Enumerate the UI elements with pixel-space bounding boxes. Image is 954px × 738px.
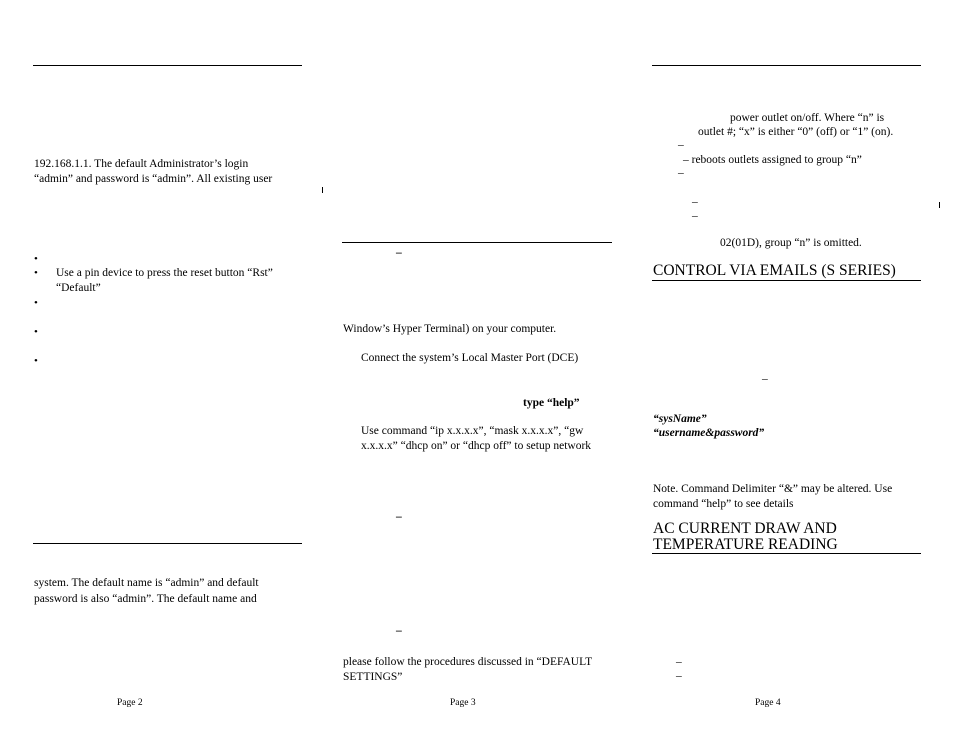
email-control-heading: CONTROL VIA EMAILS (S SERIES) bbox=[653, 262, 896, 279]
page2-text-line: system. The default name is “admin” and default bbox=[34, 577, 259, 589]
page2-text-line: “admin” and password is “admin”. All existing user bbox=[34, 173, 273, 185]
dash-mark: – bbox=[762, 373, 768, 385]
page4-section-rule bbox=[652, 553, 921, 554]
page3-type-help: type “help” bbox=[523, 397, 580, 409]
page4-top-rule bbox=[652, 65, 921, 66]
userpass-label: “username&password” bbox=[653, 427, 765, 439]
page2-top-rule bbox=[33, 65, 302, 66]
page4-text-line: outlet #; “x” is either “0” (off) or “1” (on). bbox=[698, 126, 894, 138]
page3-text-line: please follow the procedures discussed in “DEFAULT bbox=[343, 656, 593, 668]
reset-instruction: Use a pin device to press the reset button “Rst” bbox=[56, 267, 273, 279]
page4-text-line: – reboots outlets assigned to group “n” bbox=[683, 154, 862, 166]
page4-text-line: 02(01D), group “n” is omitted. bbox=[720, 237, 862, 249]
reset-instruction-cont: “Default” bbox=[56, 282, 101, 294]
page4-section-rule bbox=[652, 280, 921, 281]
page4-note-line: Note. Command Delimiter “&” may be altered. Use bbox=[653, 483, 893, 495]
page2-section-rule bbox=[33, 543, 302, 544]
bullet-icon: • bbox=[34, 297, 38, 309]
page4-note-line: command “help” to see details bbox=[653, 498, 794, 510]
page3-footer: Page 3 bbox=[450, 698, 476, 708]
page3-text-line: SETTINGS” bbox=[343, 671, 403, 683]
page-edge-tick bbox=[939, 202, 940, 208]
page3-section-rule bbox=[342, 242, 612, 243]
page3-step-text: Use command “ip x.x.x.x”, “mask x.x.x.x”, “gw bbox=[361, 425, 584, 437]
dash-mark: – bbox=[692, 196, 698, 208]
dash-mark: – bbox=[678, 139, 684, 151]
bullet-icon: • bbox=[34, 253, 38, 265]
ac-current-heading-cont: TEMPERATURE READING bbox=[653, 536, 838, 553]
dash-mark: – bbox=[678, 167, 684, 179]
page2-text-line: password is also “admin”. The default name and bbox=[34, 593, 257, 605]
dash-mark: – bbox=[396, 625, 402, 637]
page-edge-tick bbox=[322, 187, 323, 193]
page4-footer: Page 4 bbox=[755, 698, 781, 708]
bullet-icon: • bbox=[34, 326, 38, 338]
page3-step-text: Connect the system’s Local Master Port (DCE) bbox=[361, 352, 579, 364]
page2-text-line: 192.168.1.1. The default Administrator’s login bbox=[34, 158, 249, 170]
dash-mark: – bbox=[676, 670, 682, 682]
sysname-label: “sysName” bbox=[653, 413, 707, 425]
page3-text-line: Window’s Hyper Terminal) on your computer. bbox=[343, 323, 557, 335]
ac-current-heading: AC CURRENT DRAW AND bbox=[653, 520, 837, 537]
dash-mark: – bbox=[676, 656, 682, 668]
bullet-icon: • bbox=[34, 355, 38, 367]
page2-footer: Page 2 bbox=[117, 698, 143, 708]
page3-step-text: x.x.x.x” “dhcp on” or “dhcp off” to setup network bbox=[361, 440, 592, 452]
bullet-icon: • bbox=[34, 267, 38, 279]
dash-mark: – bbox=[396, 247, 402, 259]
dash-mark: – bbox=[396, 511, 402, 523]
dash-mark: – bbox=[692, 210, 698, 222]
page4-text-line: power outlet on/off. Where “n” is bbox=[730, 112, 885, 124]
